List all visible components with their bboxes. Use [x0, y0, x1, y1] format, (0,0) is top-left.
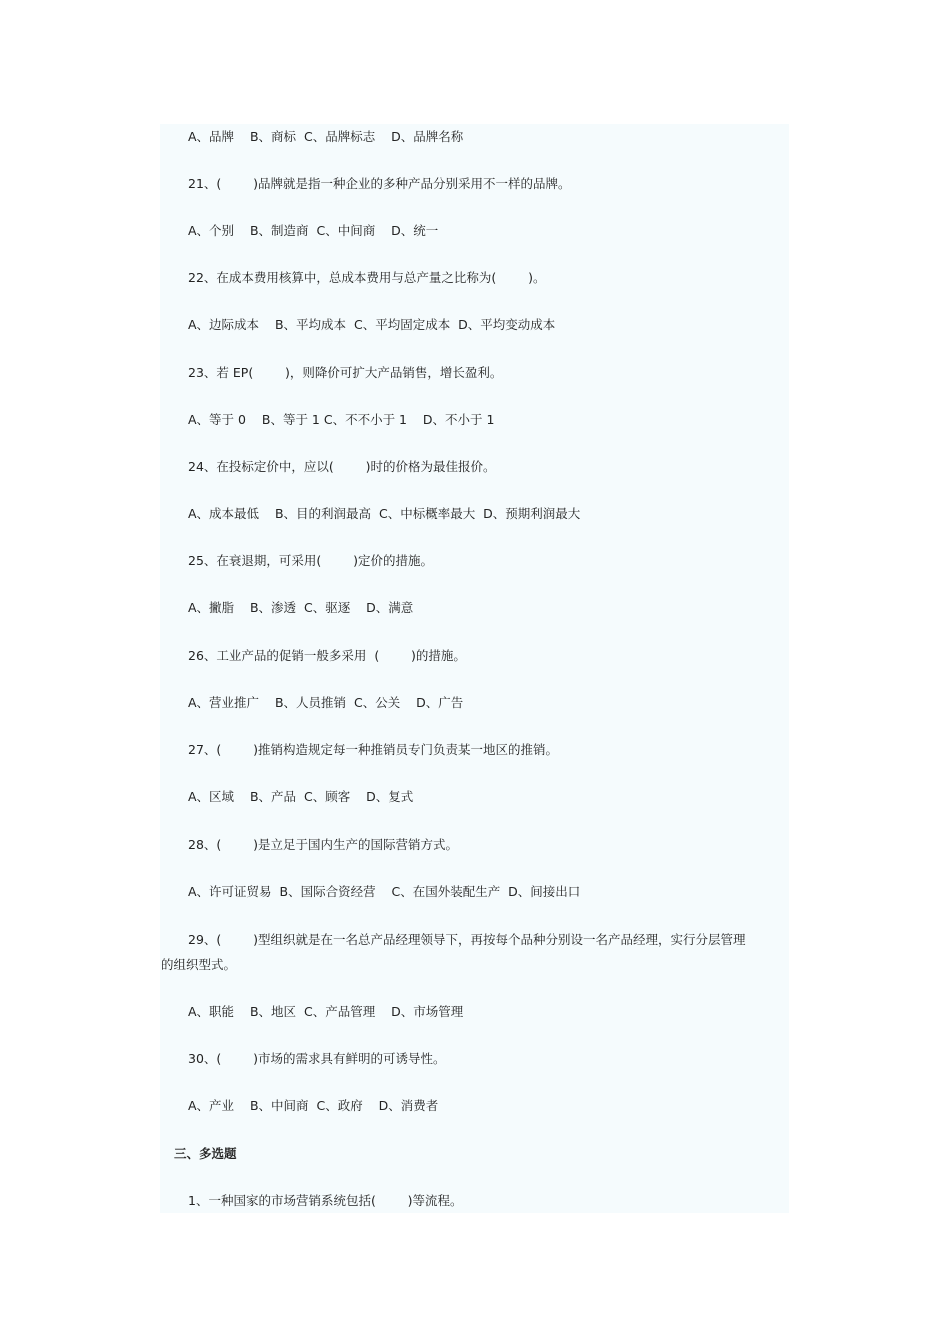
- q20-options: A、品牌 B、商标 C、品牌标志 D、品牌名称: [188, 129, 464, 144]
- q27-options: A、区域 B、产品 C、顾客 D、复式: [188, 789, 414, 804]
- q28-question: 28、( )是立足于国内生产的国际营销方式。: [188, 837, 458, 852]
- q27-question: 27、( )推销构造规定每一种推销员专门负责某一地区的推销。: [188, 742, 558, 757]
- q23-options: A、等于 0 B、等于 1 C、不不小于 1 D、不小于 1: [188, 412, 495, 427]
- multi-q1-question: 1、一种国家的市场营销系统包括( )等流程。: [188, 1193, 463, 1208]
- q30-options: A、产业 B、中间商 C、政府 D、消费者: [188, 1098, 439, 1113]
- q25-question: 25、在衰退期，可采用( )定价的措施。: [188, 553, 433, 568]
- q30-question: 30、( )市场的需求具有鲜明的可诱导性。: [188, 1051, 446, 1066]
- q26-question: 26、工业产品的促销一般多采用 ( )的措施。: [188, 648, 466, 663]
- q28-options: A、许可证贸易 B、国际合资经营 C、在国外装配生产 D、间接出口: [188, 884, 581, 899]
- q24-question: 24、在投标定价中，应以( )时的价格为最佳报价。: [188, 459, 496, 474]
- q29-question-line1: 29、( )型组织就是在一名总产品经理领导下，再按每个品种分别设一名产品经理，实行分层管理: [188, 932, 746, 947]
- q22-options: A、边际成本 B、平均成本 C、平均固定成本 D、平均变动成本: [188, 317, 556, 332]
- q26-options: A、营业推广 B、人员推销 C、公关 D、广告: [188, 695, 464, 710]
- section-heading-multiple-choice: 三、多选题: [174, 1146, 237, 1161]
- q21-options: A、个别 B、制造商 C、中间商 D、统一: [188, 223, 439, 238]
- document-page-panel: [160, 124, 789, 1213]
- q29-options: A、职能 B、地区 C、产品管理 D、市场管理: [188, 1004, 464, 1019]
- q24-options: A、成本最低 B、目的利润最高 C、中标概率最大 D、预期利润最大: [188, 506, 581, 521]
- q29-question-line2: 的组织型式。: [161, 957, 237, 972]
- q25-options: A、撇脂 B、渗透 C、驱逐 D、满意: [188, 600, 414, 615]
- q22-question: 22、在成本费用核算中，总成本费用与总产量之比称为( )。: [188, 270, 546, 285]
- q23-question: 23、若 EP( )，则降价可扩大产品销售，增长盈利。: [188, 365, 503, 380]
- q21-question: 21、( )品牌就是指一种企业的多种产品分别采用不一样的品牌。: [188, 176, 571, 191]
